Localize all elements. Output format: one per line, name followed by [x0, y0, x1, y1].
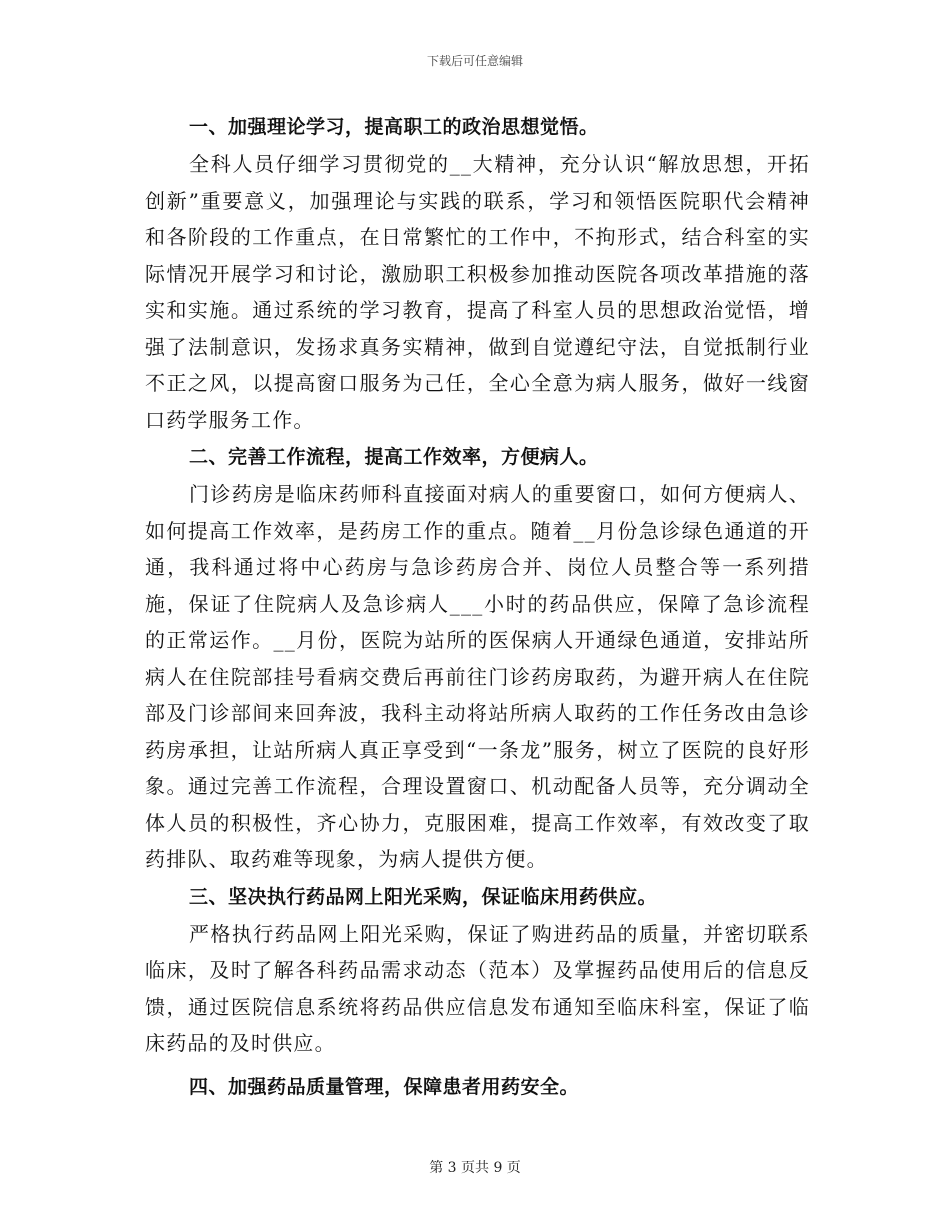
section-1-paragraph: 全科人员仔细学习贯彻党的__大精神，充分认识“解放思想，开拓创新”重要意义，加强理论与实践的联系，学习和领悟医院职代会精神和各阶段的工作重点，在日常繁忙的工作中，不拘形式，结合科室的实际情况开展学习和讨论，激励职工积极参加推动医院各项改革措施的落实和实施。通过系统的学习教育，提高了科室人员的思想政治觉悟，增强了法制意识，发扬求真务实精神，做到自觉遵纪守法，自觉抵制行业不正之风，以提高窗口服务为己任，全心全意为病人服务，做好一线窗口药学服务工作。: [145, 152, 810, 432]
section-4-heading: 四、加强药品质量管理，保障患者用药安全。: [189, 1075, 580, 1098]
section-2-paragraph: 门诊药房是临床药师科直接面对病人的重要窗口，如何方便病人、如何提高工作效率，是药房工作的重点。随着__月份急诊绿色通道的开通，我科通过将中心药房与急诊药房合并、岗位人员整合等一系列措施，保证了住院病人及急诊病人___小时的药品供应，保障了急诊流程的正常运作。__月份，医院为站所的医保病人开通绿色通道，安排站所病人在住院部挂号看病交费后再前往门诊药房取药，为避开病人在住院部及门诊部间来回奔波，我科主动将站所病人取药的工作任务改由急诊药房承担，让站所病人真正享受到“一条龙”服务，树立了医院的良好形象。通过完善工作流程，合理设置窗口、机动配备人员等，充分调动全体人员的积极性，齐心协力，克服困难，提高工作效率，有效改变了取药排队、取药难等现象，为病人提供方便。: [145, 482, 810, 871]
document-body: [145, 108, 810, 1106]
page-header: 下载后可任意编辑: [426, 54, 523, 68]
section-3-heading: 三、坚决执行药品网上阳光采购，保证临床用药供应。: [189, 885, 658, 908]
section-2-heading: 二、完善工作流程，提高工作效率，方便病人。: [189, 446, 599, 468]
section-1-heading: 一、加强理论学习，提高职工的政治思想觉悟。: [189, 116, 599, 138]
section-3-paragraph: 严格执行药品网上阳光采购，保证了购进药品的质量，并密切联系临床，及时了解各科药品需求动态（范本）及掌握药品使用后的信息反馈，通过医院信息系统将药品供应信息发布通知至临床科室，保证了临床药品的及时供应。: [145, 921, 810, 1055]
page-footer: 第 3 页共 9 页: [429, 1160, 521, 1176]
